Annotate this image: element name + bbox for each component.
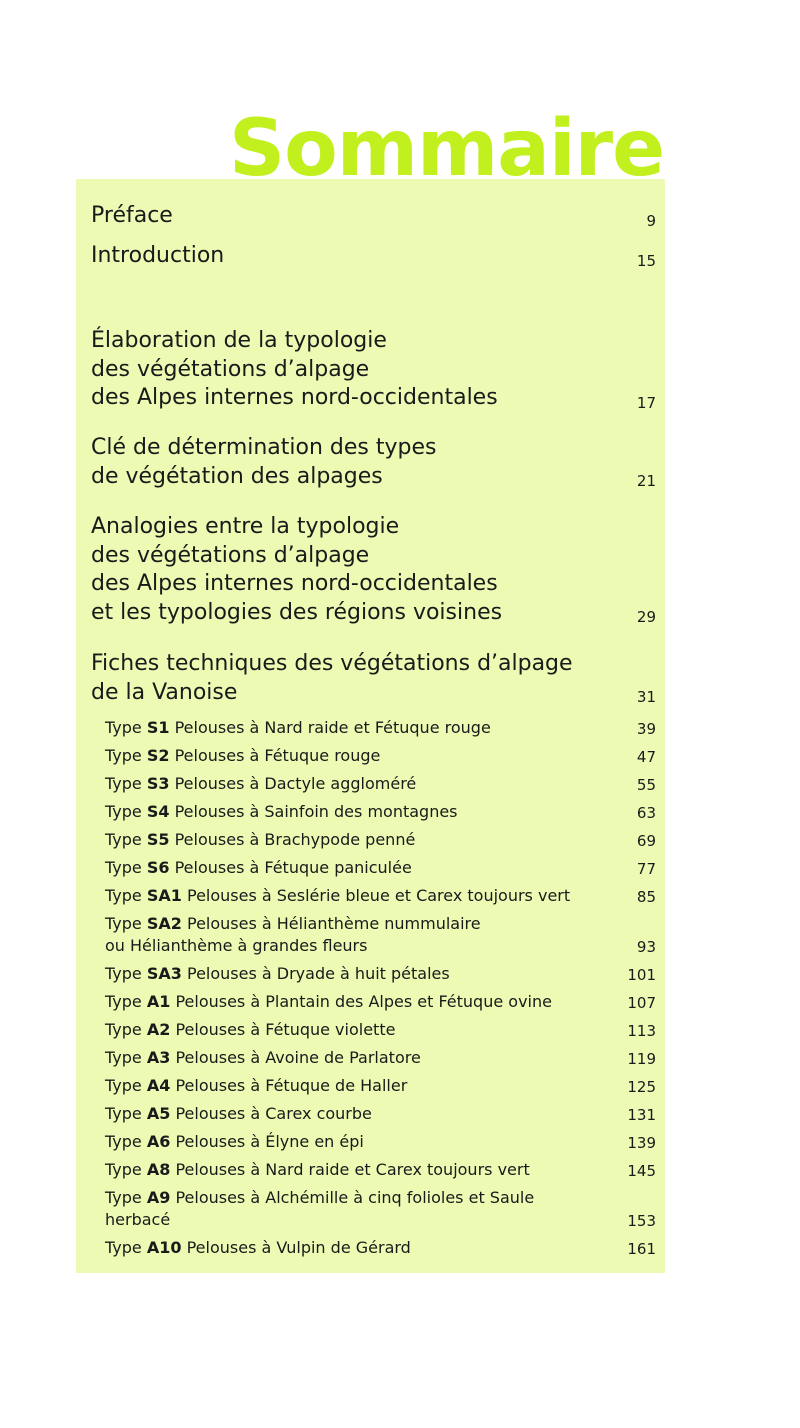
toc-type-entry[interactable] <box>105 1019 656 1041</box>
toc-entry[interactable] <box>91 513 656 627</box>
toc-type-page-number: 131 <box>627 1106 656 1124</box>
type-prefix: Type <box>105 1238 142 1257</box>
toc-type-page-number: 119 <box>627 1050 656 1068</box>
type-description: Pelouses à Fétuque paniculée <box>174 858 412 877</box>
type-description: Pelouses à Hélianthème nummulaire <box>186 914 481 933</box>
type-prefix: Type <box>105 886 142 905</box>
type-code: SA3 <box>146 964 182 983</box>
toc-type-page-number: 47 <box>636 748 656 766</box>
type-code: S5 <box>146 830 170 849</box>
toc-entry-title-line: Introduction <box>91 243 225 268</box>
toc-type-entry[interactable] <box>105 801 656 823</box>
type-description: Pelouses à Dryade à huit pétales <box>186 964 450 983</box>
type-description: Pelouses à Vulpin de Gérard <box>186 1238 411 1257</box>
toc-type-entry-line: herbacé <box>105 1210 171 1229</box>
type-description: Pelouses à Nard raide et Carex toujours vert <box>175 1160 530 1179</box>
toc-type-entry-line <box>105 1237 656 1259</box>
type-description: Pelouses à Brachypode penné <box>174 830 416 849</box>
toc-type-page-number: 161 <box>627 1240 656 1258</box>
type-prefix: Type <box>105 1188 142 1207</box>
type-code: S1 <box>146 718 170 737</box>
toc-entry-page-number: 31 <box>636 688 656 707</box>
toc-type-page-number: 153 <box>627 1212 656 1230</box>
type-description: Pelouses à Seslérie bleue et Carex toujours vert <box>186 886 571 905</box>
toc-type-entry-line: ou Hélianthème à grandes fleurs <box>105 936 368 955</box>
toc-type-page-number: 125 <box>627 1078 656 1096</box>
toc-entry-page-number: 15 <box>636 251 656 270</box>
type-code: A1 <box>146 992 171 1011</box>
type-description: Pelouses à Fétuque rouge <box>174 746 381 765</box>
toc-entry-title <box>91 242 591 271</box>
toc-type-entry[interactable] <box>105 1237 656 1259</box>
toc-type-entry[interactable] <box>105 717 656 739</box>
type-code: A10 <box>146 1238 182 1257</box>
toc-type-entry-line <box>105 745 656 767</box>
toc-type-entry-line <box>105 1019 656 1041</box>
toc-entry[interactable] <box>91 242 656 271</box>
toc-type-entry-line <box>105 963 656 985</box>
type-prefix: Type <box>105 830 142 849</box>
toc-type-entry-line <box>105 1103 656 1125</box>
toc-entry-page-number: 29 <box>636 608 656 627</box>
toc-type-entry[interactable] <box>105 1187 656 1231</box>
toc-entry-title-line: Clé de détermination des types <box>91 435 437 460</box>
type-code: A8 <box>146 1160 171 1179</box>
toc-type-entry-line <box>105 885 656 907</box>
toc-type-page-number: 145 <box>627 1162 656 1180</box>
toc-type-entry-line <box>105 801 656 823</box>
toc-type-entry[interactable] <box>105 1159 656 1181</box>
type-prefix: Type <box>105 1132 142 1151</box>
toc-type-page-number: 113 <box>627 1022 656 1040</box>
toc-type-page-number: 39 <box>636 720 656 738</box>
type-description: Pelouses à Dactyle aggloméré <box>174 774 417 793</box>
type-description: Pelouses à Alchémille à cinq folioles et Saule <box>175 1188 535 1207</box>
toc-entry[interactable] <box>91 327 656 413</box>
toc-entry-title-line: de la Vanoise <box>91 679 238 705</box>
toc-type-entry-line <box>105 1075 656 1097</box>
toc-type-entry[interactable] <box>105 829 656 851</box>
toc-entry-title-line: Élaboration de la typologie <box>91 328 387 353</box>
toc-type-entry[interactable] <box>105 857 656 879</box>
toc-type-entry-line <box>105 717 656 739</box>
toc-type-entry[interactable] <box>105 1075 656 1097</box>
type-prefix: Type <box>105 1160 142 1179</box>
toc-type-entry[interactable] <box>105 745 656 767</box>
toc-type-entry[interactable] <box>105 773 656 795</box>
type-prefix: Type <box>105 1048 142 1067</box>
type-code: S4 <box>146 802 170 821</box>
type-prefix: Type <box>105 1104 142 1123</box>
type-description: Pelouses à Plantain des Alpes et Fétuque ovine <box>175 992 552 1011</box>
toc-type-page-number: 77 <box>636 860 656 878</box>
toc-type-entry[interactable] <box>105 963 656 985</box>
type-prefix: Type <box>105 774 142 793</box>
toc-entry-title <box>91 513 591 627</box>
toc-type-entry[interactable] <box>105 1103 656 1125</box>
toc-entry-title <box>91 650 591 707</box>
type-code: SA1 <box>146 886 182 905</box>
toc-entry-title-line: Analogies entre la typologie <box>91 514 400 539</box>
type-prefix: Type <box>105 992 142 1011</box>
type-code: A2 <box>146 1020 171 1039</box>
toc-entry-page-number: 9 <box>646 211 656 230</box>
toc-type-entry-line <box>105 991 656 1013</box>
type-description: Pelouses à Fétuque violette <box>175 1020 396 1039</box>
toc-type-entry[interactable] <box>105 1047 656 1069</box>
type-prefix: Type <box>105 802 142 821</box>
type-code: S6 <box>146 858 170 877</box>
type-code: SA2 <box>146 914 182 933</box>
toc-type-page-number: 69 <box>636 832 656 850</box>
toc-type-entry[interactable] <box>105 991 656 1013</box>
toc-entry-page-number: 21 <box>636 472 656 491</box>
toc-entry-page-number: 17 <box>636 393 656 412</box>
toc-entry[interactable] <box>91 650 656 707</box>
type-prefix: Type <box>105 718 142 737</box>
toc-type-entry[interactable] <box>105 885 656 907</box>
type-code: A6 <box>146 1132 171 1151</box>
type-code: A5 <box>146 1104 171 1123</box>
toc-type-entry-line <box>105 913 656 935</box>
type-prefix: Type <box>105 914 142 933</box>
toc-entry-title-line: des végétations d’alpage <box>91 542 370 568</box>
type-description: Pelouses à Sainfoin des montagnes <box>174 802 458 821</box>
toc-entry[interactable] <box>91 434 656 491</box>
type-prefix: Type <box>105 1076 142 1095</box>
toc-entry-title <box>91 327 591 413</box>
toc-entry-title <box>91 202 591 231</box>
type-description: Pelouses à Nard raide et Fétuque rouge <box>174 718 491 737</box>
toc-entry-title-line: et les typologies des régions voisines <box>91 599 503 625</box>
type-code: A9 <box>146 1188 171 1207</box>
toc-type-entry-line <box>105 1131 656 1153</box>
toc-type-page-number: 107 <box>627 994 656 1012</box>
toc-type-entry[interactable] <box>105 1131 656 1153</box>
toc-type-entry-line <box>105 829 656 851</box>
toc-type-page-number: 85 <box>636 888 656 906</box>
type-code: A3 <box>146 1048 171 1067</box>
toc-entry-title-line: Préface <box>91 203 173 228</box>
toc-type-entry-line <box>105 857 656 879</box>
toc-entry-title-line: des végétations d’alpage <box>91 356 370 382</box>
type-description: Pelouses à Élyne en épi <box>175 1132 364 1151</box>
toc-type-entry[interactable] <box>105 913 656 957</box>
type-code: A4 <box>146 1076 171 1095</box>
toc-entry-title-line: des Alpes internes nord-occidentales <box>91 385 498 411</box>
toc-entry-title-line: de végétation des alpages <box>91 463 383 489</box>
page-title: Sommaire <box>228 104 664 194</box>
toc-type-entry-line <box>105 1159 656 1181</box>
type-description: Pelouses à Fétuque de Haller <box>175 1076 408 1095</box>
type-description: Pelouses à Carex courbe <box>175 1104 372 1123</box>
type-description: Pelouses à Avoine de Parlatore <box>175 1048 421 1067</box>
toc-type-entry-line <box>105 1047 656 1069</box>
type-prefix: Type <box>105 964 142 983</box>
type-prefix: Type <box>105 1020 142 1039</box>
type-code: S3 <box>146 774 170 793</box>
toc-type-page-number: 101 <box>627 966 656 984</box>
toc-type-page-number: 93 <box>636 938 656 956</box>
toc-type-page-number: 139 <box>627 1134 656 1152</box>
toc-entry-title <box>91 434 591 491</box>
toc-type-page-number: 63 <box>636 804 656 822</box>
toc-entry-title-line: Fiches techniques des végétations d’alpage <box>91 651 573 676</box>
toc-entry-title-line: des Alpes internes nord-occidentales <box>91 571 498 597</box>
toc-type-entry-line <box>105 1187 656 1209</box>
type-prefix: Type <box>105 858 142 877</box>
toc-entry[interactable] <box>91 202 656 231</box>
type-code: S2 <box>146 746 170 765</box>
type-prefix: Type <box>105 746 142 765</box>
toc-type-page-number: 55 <box>636 776 656 794</box>
toc-type-entry-line <box>105 773 656 795</box>
